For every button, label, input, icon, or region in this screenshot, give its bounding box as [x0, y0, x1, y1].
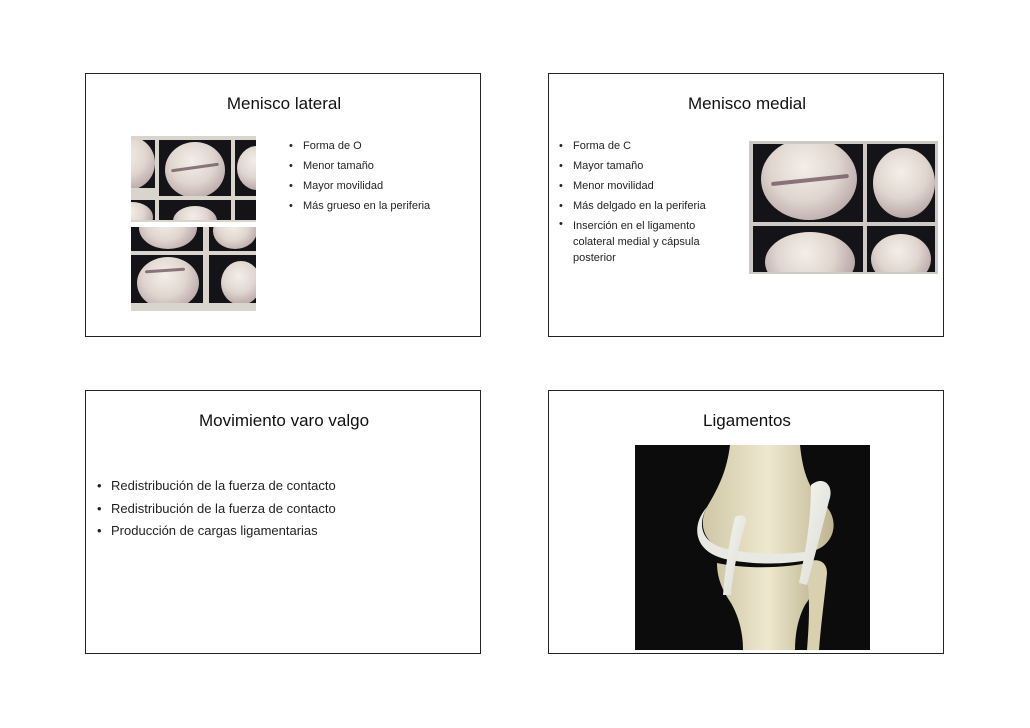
list-item: • Forma de O	[289, 136, 430, 156]
slide-title: Movimiento varo valgo	[198, 411, 370, 430]
list-item: • Redistribución de la fuerza de contacto	[97, 498, 336, 521]
list-item: • Menor tamaño	[289, 156, 430, 176]
slide-menisco-medial	[548, 73, 944, 337]
list-item: • Mayor tamaño	[559, 156, 744, 176]
slide-title: Menisco medial	[687, 94, 807, 113]
list-item: • Menor movilidad	[559, 176, 744, 196]
arthroscopy-photo	[131, 227, 256, 311]
bullet-list	[97, 475, 336, 543]
arthroscopy-photo	[131, 136, 256, 222]
slide-title: Menisco lateral	[226, 94, 342, 113]
list-item: • Forma de C	[559, 136, 744, 156]
slide-movimiento-varo-valgo	[85, 390, 481, 654]
knee-bones-svg	[635, 445, 870, 650]
list-item: • Mayor movilidad	[289, 176, 430, 196]
list-item: • Más grueso en la periferia	[289, 196, 430, 216]
slide-ligamentos	[548, 390, 944, 654]
knee-ligaments-illustration	[635, 445, 870, 650]
list-item: • Redistribución de la fuerza de contacto	[97, 475, 336, 498]
bullet-list	[289, 136, 430, 216]
list-item: • Producción de cargas ligamentarias	[97, 520, 336, 543]
list-item: • Inserción en el ligamento colateral medial y cápsula posterior	[559, 216, 723, 266]
list-item: • Más delgado en la periferia	[559, 196, 744, 216]
slide-menisco-lateral	[85, 73, 481, 337]
slide-title: Ligamentos	[703, 411, 791, 430]
arthroscopy-photo	[749, 141, 938, 274]
bullet-list	[559, 136, 744, 266]
